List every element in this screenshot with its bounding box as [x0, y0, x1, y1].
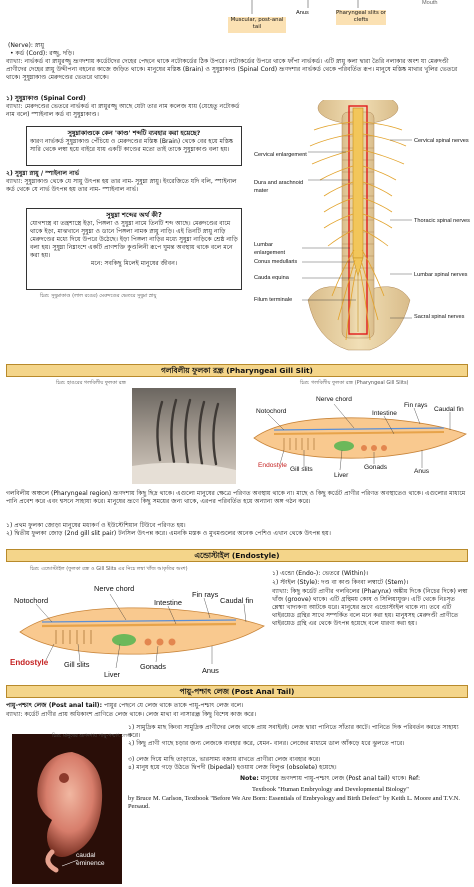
- cord-line: • কর্ড (Cord): রজ্জু, দড়ি।: [10, 50, 75, 57]
- gill-label-liver: Liver: [334, 472, 349, 479]
- spine-figure: [250, 100, 472, 360]
- endo-label-intestine: Intestine: [154, 598, 182, 607]
- box-kanda-body: কারণ নার্ভকর্ড সুষুম্নাকাণ্ড পেঁচিয়ে ও মেরুদণ্ডের মস্তিষ্ক (Brain) থেকে বের হয়ে মস্তিষ্ক সারি থেকে লম্বা হয়ে বাইরে যায় একটি কাণ্ডের মতো তাই তাকে সুষুম্নাকাণ্ড বলা হয়।: [30, 137, 234, 153]
- embryo-photo: [12, 734, 122, 884]
- endo-label-gonads: Gonads: [140, 662, 166, 671]
- label-anus-top: Anus: [296, 10, 309, 16]
- box-susumna: [26, 208, 242, 290]
- label-cauda: Cauda equina: [254, 275, 289, 281]
- amphioxus-figure-2: [6, 582, 268, 682]
- gill-label-fin-rays: Fin rays: [404, 402, 428, 409]
- tail-explanation: ব্যাখ্যা: কর্ডেট প্রাণীর প্রায় অধিকাংশ প্রাণিতে লেজ থাকে। লেজ মাথা বা নাসারন্ধ্র কিছু বিশেষ কাজ করে।: [6, 711, 257, 718]
- endo-label-anus: Anus: [202, 666, 219, 675]
- tail-note: [240, 775, 468, 783]
- label-muscular-tail: Muscular, post-anal tail: [228, 17, 286, 33]
- tail-caption: চিত্র: মানুষের ভ্রূণদশায় পায়ু-পশ্চাৎ লেজ: [52, 733, 132, 739]
- endo-label-fin-rays: Fin rays: [192, 590, 219, 599]
- endo-label-endostyle: Endostyle: [10, 658, 49, 667]
- gill-label-endostyle: Endostyle: [258, 462, 287, 469]
- gill-caption-right: চিত্র: গলবিলীয় ফুলকা রন্ধ্র (Pharyngeal Gill Slits): [300, 380, 409, 386]
- label-mouth-top: Mouth: [422, 0, 438, 6]
- gill-label-nerve-cord: Nerve chord: [316, 396, 352, 403]
- spinal-nerve-text: ব্যাখ্যা: সুষুম্নাকাণ্ড থেকে যে সায়ু উৎপন্ন হয় তার নাম- সুষুম্না স্নায়ু। ইংরেজিতে যদি বলি, স্পাইনাল কর্ড থেকে যে নার্ভ উৎপন্ন হয় তার নাম- স্পাইনাল নার্ভ।: [6, 178, 237, 193]
- tail-item-4: ৪) মানুষ হয়ে গড়ে উঠতে দ্বিপদী (bipedal) হওয়ায় লেজ বিলুপ্ত (obsolete) হয়েছে।: [128, 764, 337, 771]
- spinal-cord-text: ব্যাখ্যা: মেরুদণ্ডের ভেতরে নার্ভকর্ড বা স্নায়ুরজ্জু আছে যেটা তার নাম কলেজ যায় (যেহেতু নটোকর্ড নাম বলে) স্পাইনাল কর্ড বা সুষুম্নাকাণ্ড।: [6, 103, 240, 118]
- top-figure: [190, 0, 470, 36]
- box-kanda-title: সুষুম্নাকাণ্ডকে কেন 'কাণ্ড' শব্দটি ব্যবহার করা হয়েছে?: [67, 129, 201, 137]
- box-susumna-body: যোগশাস্ত্র বা তন্ত্রশাস্ত্রে ইড়া, পিঙ্গলা ও সুষুম্না নামে তিনটি শব্দ আছে। মেরুদণ্ডের বামে থাকে ইড়া, মাঝখানে সুষুম্না ও ডানে পিঙ্গলা নামক স্নায়ু নাড়ি। এই তিনটি স্নায়ু নাড়ি মেরুদণ্ডের মধ্যে দিয়ে উপরে উঠেছে। ইড়া পিঙ্গলা নাড়ির মধ্যে সুষুম্না নাড়িকে শ্রেষ্ঠ নাড়ি বলা হয়। সুষুম্না নিম্নাংশে একটি প্রাণশক্তি কুণ্ডলিনী রূপে ঘুমন্ত অবস্থায় থাকে বলে মনে করা হয়।: [30, 219, 238, 259]
- nerve-explanation: ব্যাখ্যা: নার্ভকর্ড বা স্নায়ুরজ্জু ভ্রূণদশায় কর্ডেটদের দেহের পেছনে থাকে নটোকর্ডের ঠিক উপরে। নটোকর্ডের উপরে থাকে ফাঁপা নার্ভকর্ড। এটি স্নায়ু কলা দ্বারা তৈরি নলাকার অংশ যা মেরুদণ্ডী প্রাণীদের দেহের স্নায়ু উদ্দীপনা বহনের কাজে জড়িত থাকে। মানুষের মস্তিষ্ক (Brain) ও সুষুম্নাকাণ্ড (Spinal Cord) ভ্রূণদশার নার্ভকর্ড থেকে পরিবর্তিত রূপ। মানুষে মস্তিষ্ক মাথার খুলির ভেতরে থাকে। সুষুম্নাকাণ্ড মেরুদণ্ডের ভেতরে থাকে।: [6, 58, 458, 81]
- label-cervical-spinal: Cervical spinal nerves: [414, 138, 469, 144]
- box-susumna-title: সুষুম্না শব্দের অর্থ কী?: [106, 211, 162, 219]
- label-filum: Filum terminale: [254, 297, 293, 303]
- endo-label-caudal-fin: Caudal fin: [220, 596, 254, 605]
- tail-note-title: Note:: [240, 775, 259, 782]
- spinal-cord-heading: ১) সুষুম্নাকাণ্ড (Spinal Cord): [6, 95, 86, 102]
- amphioxus-figure-1: [244, 394, 470, 484]
- gill-item-2: ২) দ্বিতীয় ফুলকা জোড় (2nd gill slit pair) টনসিল উৎপন্ন করে। এমনকি মস্তক ও মুখমণ্ডলের অনেক পেশিও এখান থেকে উৎপন্ন হয়।: [6, 530, 331, 537]
- nerve-line: (Nerve): স্নায়ু: [8, 42, 45, 49]
- endostyle-line-1: ১) এন্ডো (Endo-): ভেতরে (Within)।: [272, 570, 369, 577]
- endo-label-nerve-chord: Nerve chord: [94, 584, 135, 593]
- label-cervical-enlargement: Cervical enlargement: [254, 152, 307, 158]
- tail-heading-rest: পায়ুর পেছনে যে লেজ থাকে তাকে পায়ু-পশ্চাৎ লেজ বলে।: [103, 702, 244, 709]
- tail-item-3: ৩) লেজ দিয়ে মাছি তাড়াতে, ভারসাম্য বজায় রাখতে প্রাণীরা লেজ ব্যবহার করে।: [128, 756, 321, 763]
- endostyle-caption: চিত্র: এন্ডোস্টাইল (ফুলকা রন্ধ্র ও Gill Slits এর নিচে লম্বা খাঁজ আকৃতির অংশ): [30, 566, 188, 572]
- label-pharyngeal-slits: Pharyngeal slits or clefts: [336, 10, 386, 25]
- label-thoracic: Thoracic spinal nerves: [414, 218, 470, 224]
- endostyle-line-2: ২) স্টাইল (Style): দণ্ড বা কাণ্ড কিংবা লম্বাটে (Stem)।: [272, 579, 409, 586]
- gill-label-anus: Anus: [414, 468, 430, 475]
- tail-heading: পায়ু-পশ্চাৎ লেজ (Post anal tail):: [6, 702, 103, 709]
- endostyle-banner: এন্ডোস্টাইল (Endostyle): [6, 549, 468, 562]
- tail-banner: পায়ু-পশ্চাৎ লেজ (Post Anal Tail): [6, 685, 468, 698]
- gill-label-gill-slits: Gill slits: [290, 466, 313, 473]
- tail-heading-line: [6, 702, 468, 710]
- shark-gill-illustration: [132, 388, 236, 484]
- gill-banner: গলবিলীয় ফুলকা রন্ধ্র (Pharyngeal Gill Slit): [6, 364, 468, 377]
- shark-photo: [132, 388, 236, 484]
- spinal-nerve-heading: ২) সুষুম্না স্নায়ু / স্পাইনাল নার্ভ: [6, 170, 80, 177]
- box-kanda: [26, 126, 242, 166]
- label-lumbar-spinal: Lumbar spinal nerves: [414, 272, 468, 278]
- endostyle-explanation: ব্যাখ্যা: কিছু কর্ডেট প্রাণীর গলবিলের (Pharynx) অঙ্কীয় দিকে (নিচের দিকে) লম্বা খাঁজ (groove) থাকে। এটি গ্রন্থিময় কোষ ও সিলিয়াযুক্ত। এটি থেকে নিঃসৃত শ্লেষ্মা খাদ্যকণা আটকে ধরে। মানুষের ভ্রূণে এন্ডোস্টাইল থাকে না। তবে এটি থাইরয়েড গ্রন্থির সাথে সম্পর্কিত বলে মনে করা হয়। মানুষসহ মেরুদণ্ডী প্রাণীতে থাইরয়েড গ্রন্থি এর থেকে উৎপন্ন হয়েছে বলে ধারণা করা হয়।: [272, 588, 468, 627]
- spine-caption: চিত্র: সুষুম্নাকাণ্ড (লাল রঙের) মেরুদণ্ডের ভেতরে সুষুম্না স্নায়ু: [40, 293, 157, 299]
- gill-paragraph: গলবিলীয় অঞ্চলে (Pharyngeal region) ভ্রূণদশায় কিছু ছিদ্র থাকে। এগুলো মানুষের ক্ষেত্রে পরিণত অবস্থায় থাকে না। মাছে ও কিছু কর্ডেট প্রাণীর পরিণত অবস্থাতেও থাকে। এগুলোর মাধ্যমে পানি প্রবেশ করে এবং শ্বসনে সাহায্য করে। মানুষের ভ্রূণে কিছু সময়ের জন্য থাকে, এরপর পরিবর্তিত হয়ে অন্যান্য অঙ্গ গঠন করে।: [6, 490, 466, 505]
- endo-label-liver: Liver: [104, 670, 121, 679]
- endo-label-gill-slits: Gill slits: [64, 660, 90, 669]
- label-dura: Dura and arachnoid mater: [254, 180, 304, 194]
- gill-label-notochord: Notochord: [256, 408, 287, 415]
- tail-note-body: মানুষের ভ্রূণদশায় পায়ু-পশ্চাৎ লেজ (Post anal tail) থাকে। Ref:: [260, 775, 421, 782]
- label-conus: Conus medullaris: [254, 259, 298, 265]
- gill-label-gonads: Gonads: [364, 464, 388, 471]
- box-susumna-closing: মনে: সবকিছু মিলেই মানুষের জীবন।: [90, 259, 178, 267]
- caudal-eminence-label: caudal eminence: [76, 852, 105, 867]
- tail-item-2: ২) কিছু প্রাণী গাছে চড়ার জন্য লেজকে ব্যবহার করে, যেমন- বানর। লেজের মাধ্যমে ডাল আঁকড়ে ধরে ঝুলতে পারে।: [128, 740, 405, 747]
- label-lumbar-enlargement: Lumbar enlargement: [254, 242, 286, 256]
- gill-label-intestine: Intestine: [372, 410, 397, 417]
- gill-caption-left: চিত্র: হাঙরের গলবিলীয় ফুলকা রন্ধ্র: [56, 380, 126, 386]
- gill-item-1: ১) প্রথম ফুলকা জোড়া মানুষের মধ্যকর্ণ ও ইউস্টেশিয়ান টিউবে পরিণত হয়।: [6, 522, 186, 529]
- tail-ref-1: Textbook "Human Embryology and Developmental Biology": [252, 786, 409, 793]
- endo-label-notochord: Notochord: [14, 596, 49, 605]
- tail-ref-2: by Bruce M. Carlson, Textbook "Before We Are Born: Essentials of Embryology and Birth Defect" by Keith L. Moore and T.V.N. Persaud.: [128, 795, 461, 810]
- tail-item-1: ১) সামুদ্রিক মাছ কিংবা সামুদ্রিক প্রাণীদের লেজ থাকে প্রায় সবাইরই। লেজ দ্বারা পানিতে সাঁতার কাটে। পানিতে দিক পরিবর্তন করতে সাহায্য করে।: [128, 724, 459, 739]
- label-sacral: Sacral spinal nerves: [414, 314, 465, 320]
- gill-label-caudal-fin: Caudal fin: [434, 406, 464, 413]
